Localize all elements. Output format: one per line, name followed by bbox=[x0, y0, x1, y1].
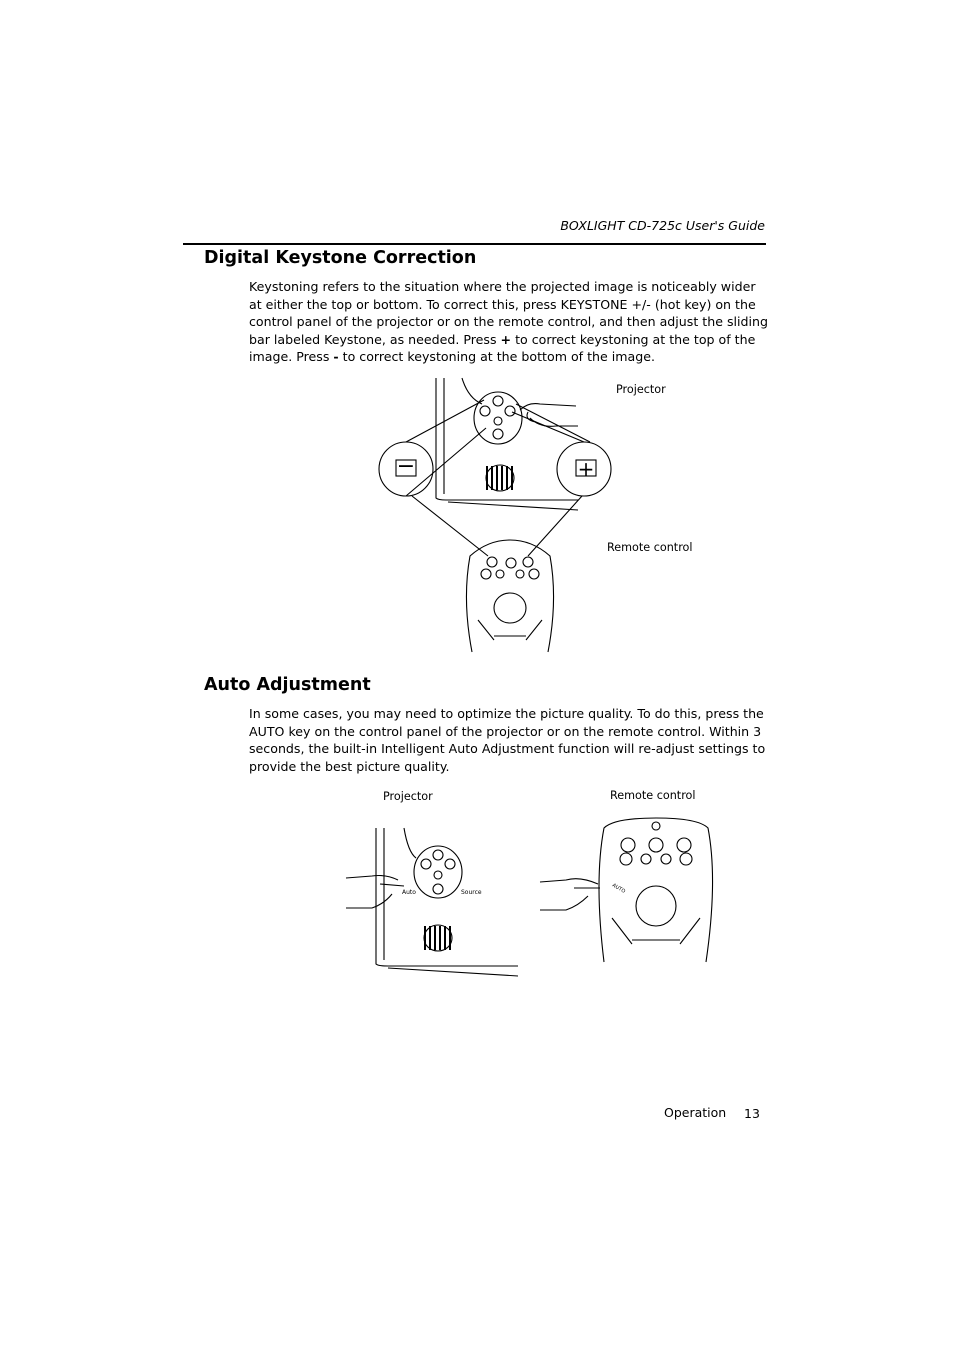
running-header: BOXLIGHT CD-725c User's Guide bbox=[560, 218, 765, 233]
projector-source-key-label: Source bbox=[461, 889, 482, 896]
projector-auto-key-label: Auto bbox=[402, 889, 416, 896]
footer-page-number: 13 bbox=[744, 1106, 760, 1121]
figure2-label-projector: Projector bbox=[383, 790, 433, 803]
figure2-label-remote: Remote control bbox=[610, 789, 696, 802]
section-title-keystone: Digital Keystone Correction bbox=[204, 248, 477, 268]
footer-section-name: Operation bbox=[664, 1105, 727, 1120]
svg-text:+: + bbox=[577, 457, 595, 481]
remote-auto-key-label: AUTO bbox=[611, 882, 627, 895]
figure1-label-projector: Projector bbox=[616, 383, 666, 396]
section-title-auto: Auto Adjustment bbox=[204, 675, 371, 695]
figure1-label-remote: Remote control bbox=[607, 541, 693, 554]
keystone-paragraph: Keystoning refers to the situation where the projected image is noticeably wider at either the top or bottom. To correct this, press KEYSTONE +/- (hot key) on the control panel of the projector or on the remote control, and then adjust the sliding bar labeled Keystone, as needed. Press + to correct keystoning at the top of the image. Press - to correct keystoning at the bottom of the image. bbox=[249, 279, 768, 365]
svg-text:−: − bbox=[396, 454, 416, 479]
auto-paragraph: In some cases, you may need to optimize the picture quality. To do this, press the AUTO key on the control panel of the projector or on the remote control. Within 3 seconds, the built-in Intelligent Auto Adjustment function will re-adjust settings to provide the best picture quality. bbox=[249, 706, 766, 774]
